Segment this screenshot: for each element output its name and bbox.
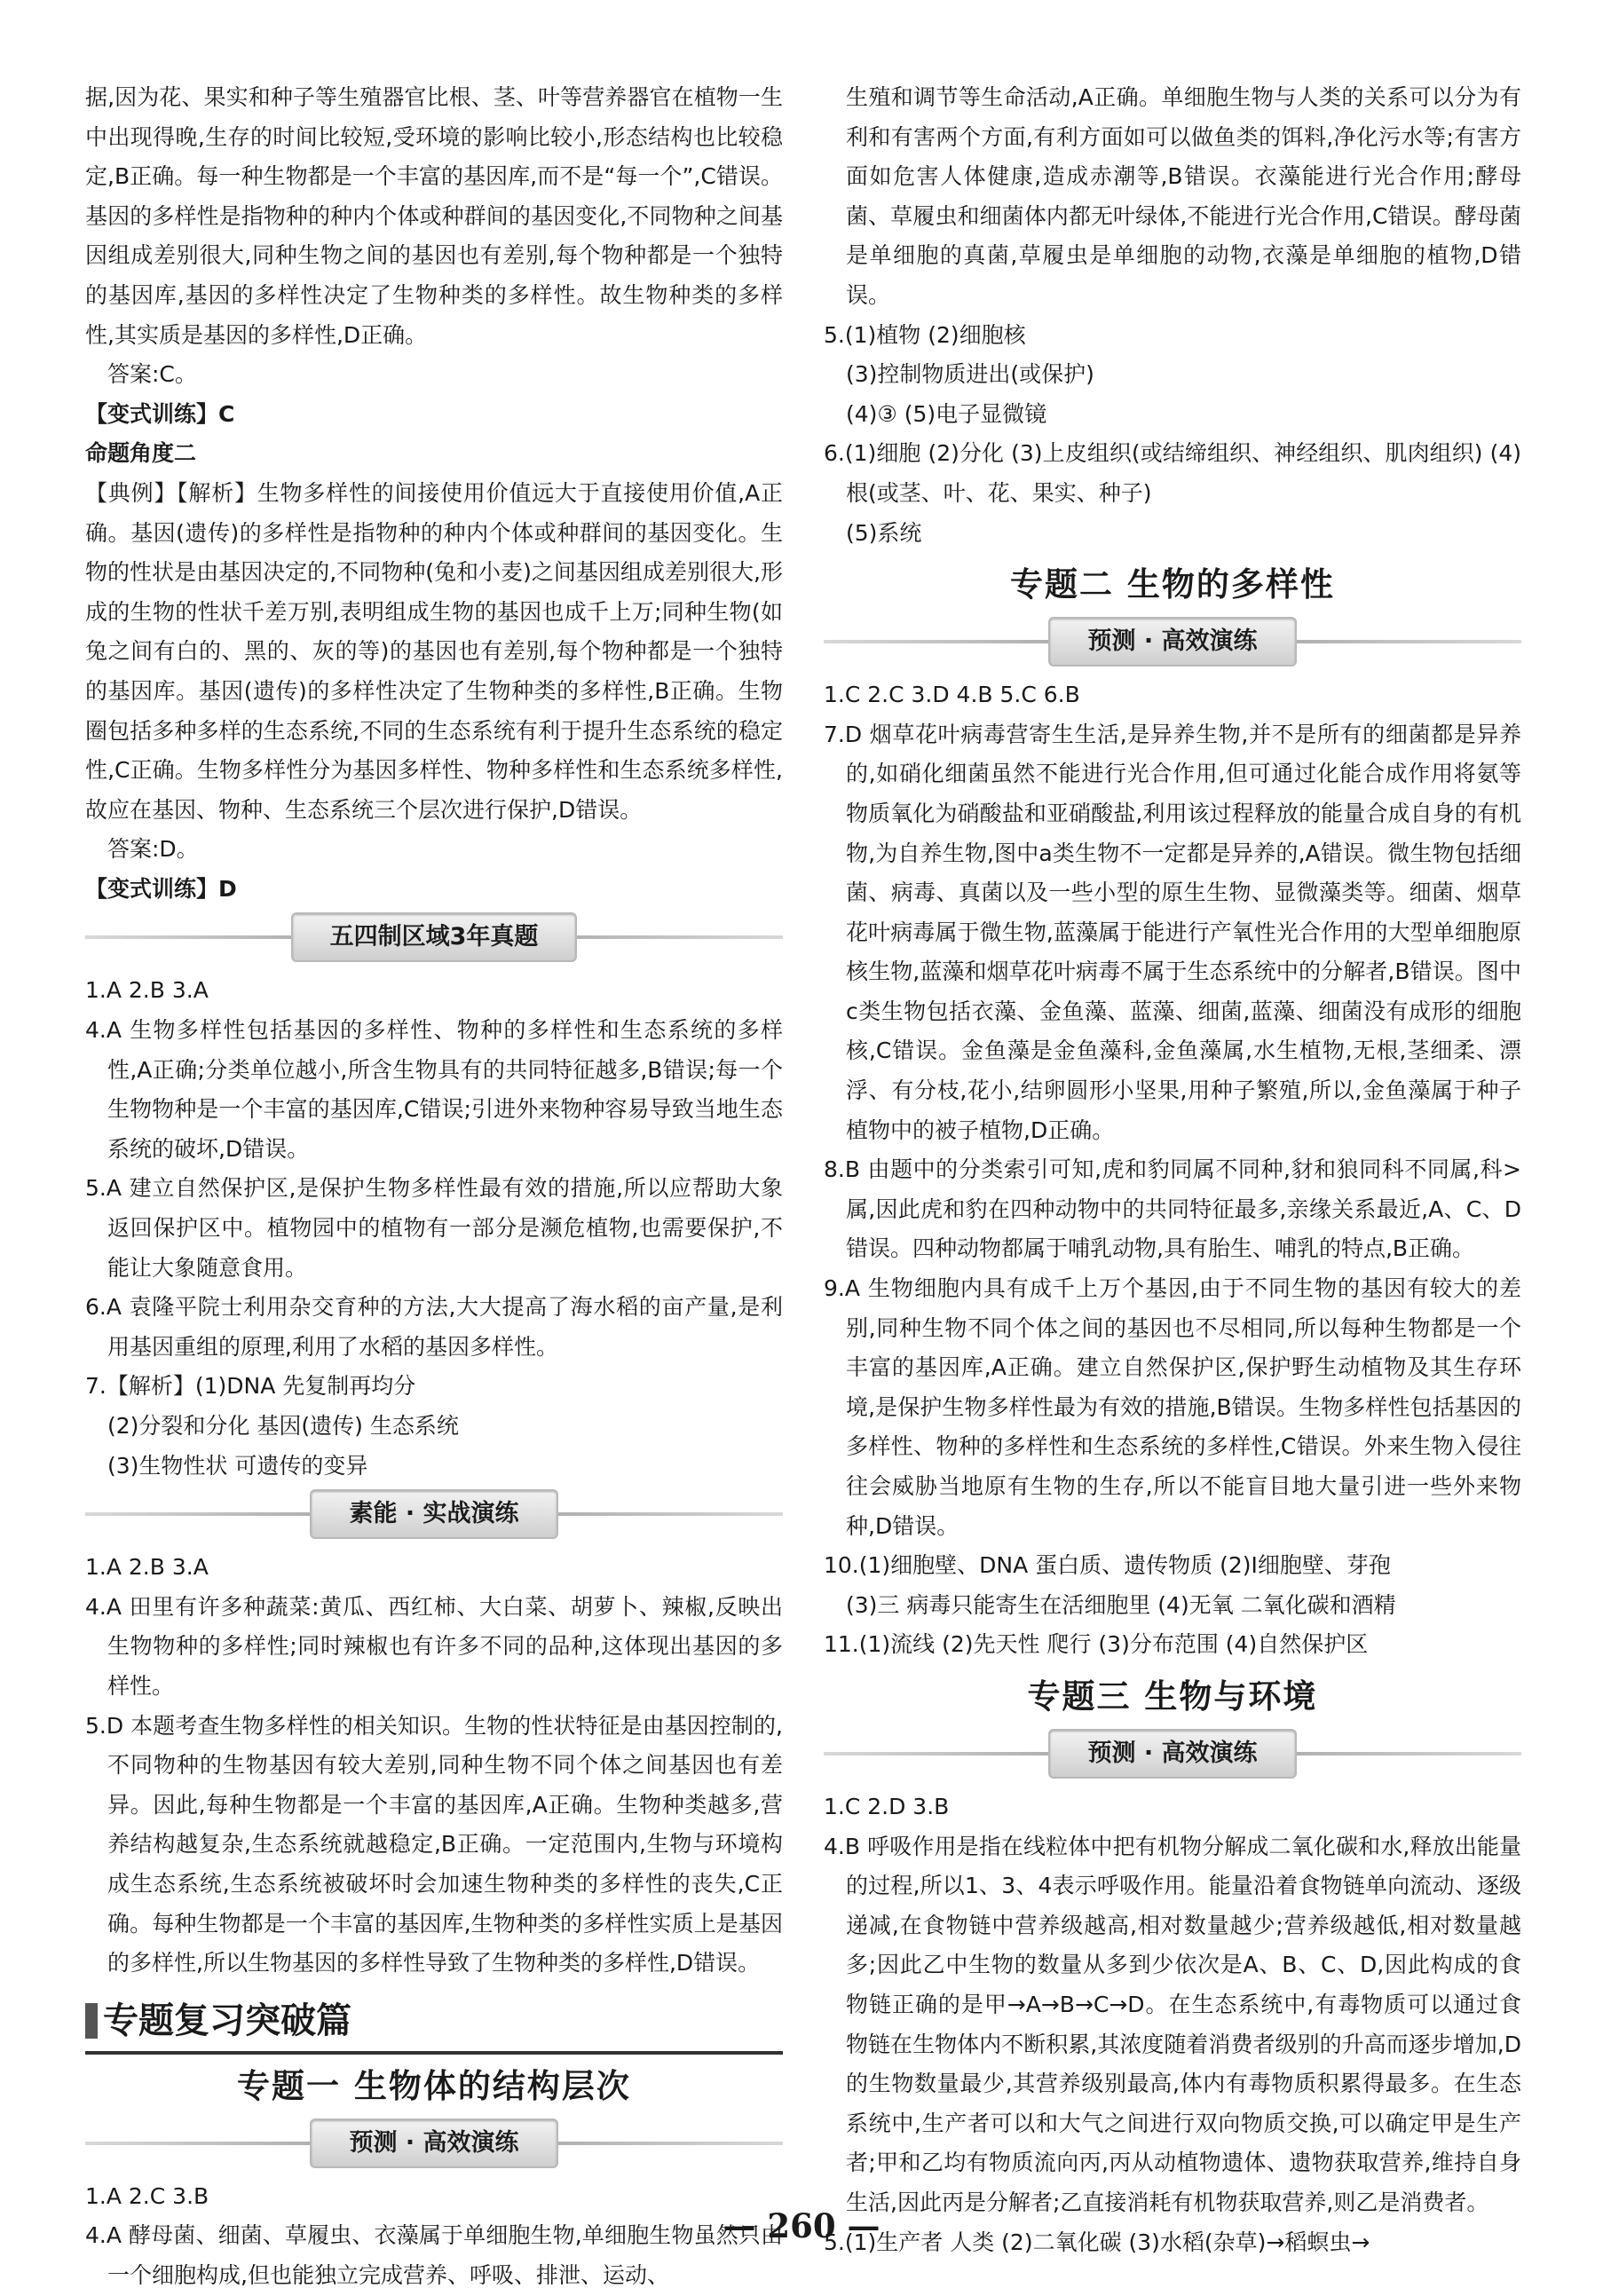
answer-item: 4.A 生物多样性包括基因的多样性、物种的多样性和生态系统的多样性,A正确;分类单位越小,所含生物具有的共同特征越多,B错误;每一个生物物种是一个丰富的基因库,C错误;引进外来物种容易导致当地生态系统的破坏,D错误。: [85, 1017, 783, 1162]
variant-training: 【变式训练】D: [85, 875, 237, 902]
banner-label: 素能 · 实战演练: [310, 1489, 557, 1539]
answer-item: 5.(1)生产者 人类 (2)二氧化碳 (3)水稻(杂草)→稻螟虫→: [824, 2229, 1370, 2255]
section-banner: [85, 2117, 783, 2170]
answer-item: 10.(1)细胞壁、DNA 蛋白质、遗传物质 (2)Ⅰ细胞壁、芽孢: [824, 1552, 1391, 1579]
part-rule: [85, 2051, 783, 2055]
section-banner: [824, 615, 1521, 668]
answer-item: 5.A 建立自然保护区,是保护生物多样性最有效的措施,所以应帮助大象返回保护区中。植物园中的植物有一部分是濒危植物,也需要保护,不能让大象随意食用。: [85, 1175, 783, 1281]
answer-line: 答案:C。: [107, 361, 197, 388]
topic-title: 专题一 生物体的结构层次: [237, 2066, 631, 2105]
answer-line: 1.A 2.C 3.B: [85, 2182, 209, 2209]
topic-title: 专题三 生物与环境: [1027, 1677, 1318, 1716]
answer-item: 6.A 袁隆平院士利用杂交育种的方法,大大提高了海水稻的亩产量,是利用基因重组的原理,利用了水稻的基因多样性。: [85, 1294, 783, 1360]
intro-paragraph: 据,因为花、果实和种子等生殖器官比根、茎、叶等营养器官在植物一生中出现得晚,生存的时间比较短,受环境的影响比较小,形态结构也比较稳定,B正确。每一种生物都是一个丰富的基因库,而不是“每一个”,C错误。基因的多样性是指物种的种内个体或种群间的基因变化,不同物种之间基因组成差别很大,同种生物之间的基因也有差别,每个物种都是一个独特的基因库,基因的多样性决定了生物种类的多样性。故生物种类的多样性,其实质是基因的多样性,D正确。: [85, 84, 783, 348]
answer-item: 8.B 由题中的分类索引可知,虎和豹同属不同种,豺和狼同科不同属,科>属,因此虎和豹在四种动物中的共同特征最多,亲缘关系最近,A、C、D错误。四种动物都属于哺乳动物,具有胎生、哺乳的特点,B正确。: [824, 1156, 1521, 1262]
answer-item: (2)分裂和分化 基因(遗传) 生态系统: [107, 1413, 459, 1439]
left-column: [85, 78, 783, 2296]
banner-label: 五四制区域3年真题: [291, 912, 578, 962]
answer-line: 1.C 2.D 3.B: [824, 1793, 950, 1819]
banner-label: 预测 · 高效演练: [1048, 1729, 1296, 1779]
right-column: [824, 78, 1521, 2262]
answer-item: (5)系统: [846, 519, 922, 546]
answer-item: (3)三 病毒只能寄生在活细胞里 (4)无氧 二氧化碳和酒精: [846, 1591, 1396, 1618]
section-banner: [824, 1727, 1521, 1780]
page-number: — 260 —: [723, 2206, 880, 2245]
section-banner: [85, 911, 783, 964]
answer-item: (3)生物性状 可遗传的变异: [107, 1452, 368, 1479]
banner-label: 预测 · 高效演练: [1048, 617, 1296, 667]
answer-item: 4.B 呼吸作用是指在线粒体中把有机物分解成二氧化碳和水,释放出能量的过程,所以1、3、4表示呼吸作用。能量沿着食物链单向流动、逐级递减,在食物链中营养级越高,相对数量越少;营养级越低,相对数量越多;因此乙中生物的数量从多到少依次是A、B、C、D,因此构成的食物链正确的是甲→A→B→C→D。在生态系统中,有毒物质可以通过食物链在生物体内不断积累,其浓度随着消费者级别的升高而逐步增加,D的生物数量最少,其营养级别最高,体内有毒物质积累得最多。在生态系统中,生产者可以和大气之间进行双向物质交换,可以确定甲是生产者;甲和乙均有物质流向丙,丙从动植物遗体、遗物获取营养,维持自身生活,因此丙是分解者;乙直接消耗有机物获取营养,则乙是消费者。: [824, 1833, 1521, 2215]
answer-line: 答案:D。: [107, 836, 199, 863]
continued-paragraph: 生殖和调节等生命活动,A正确。单细胞生物与人类的关系可以分为有利和有害两个方面,有利方面如可以做鱼类的饵料,净化污水等;有害方面如危害人体健康,造成赤潮等,B错误。衣藻能进行光合作用;酵母菌、草履虫和细菌体内都无叶绿体,不能进行光合作用,C错误。酵母菌是单细胞的真菌,草履虫是单细胞的动物,衣藻是单细胞的植物,D错误。: [846, 84, 1521, 308]
answer-item: 7.D 烟草花叶病毒营寄生生活,是异养生物,并不是所有的细菌都是异养的,如硝化细菌虽然不能进行光合作用,但可通过化能合成作用将氨等物质氧化为硝酸盐和亚硝酸盐,利用该过程释放的能量合成自身的有机物,为自养生物,图中a类生物不一定都是异养的,A错误。微生物包括细菌、病毒、真菌以及一些小型的原生生物、显微藻类等。细菌、烟草花叶病毒属于微生物,蓝藻属于能进行产氧性光合作用的大型单细胞原核生物,蓝藻和烟草花叶病毒不属于生态系统中的分解者,B错误。图中c类生物包括衣藻、金鱼藻、蓝藻、细菌,蓝藻、细菌没有成形的细胞核,C错误。金鱼藻是金鱼藻科,金鱼藻属,水生植物,无根,茎细柔、漂浮、有分枝,花小,结卵圆形小坚果,用种子繁殖,所以,金鱼藻属于种子植物中的被子植物,D正确。: [824, 721, 1521, 1143]
answer-line: 1.C 2.C 3.D 4.B 5.C 6.B: [824, 682, 1080, 708]
answer-item: 6.(1)细胞 (2)分化 (3)上皮组织(或结缔组织、神经组织、肌肉组织) (4)根(或茎、叶、花、果实、种子): [824, 440, 1521, 506]
part-title-text: 专题复习突破篇: [103, 2000, 351, 2041]
variant-training: 【变式训练】C: [85, 400, 235, 427]
answer-item: (4)③ (5)电子显微镜: [846, 400, 1047, 427]
answer-item: 9.A 生物细胞内具有成千上万个基因,由于不同生物的基因有较大的差别,同种生物不同个体之间的基因也不尽相同,所以每种生物都是一个丰富的基因库,A正确。建立自然保护区,保护野生动植物及其生存环境,是保护生物多样性最为有效的措施,B错误。生物多样性包括基因的多样性、物种的多样性和生态系统的多样性,C错误。外来生物入侵往往会威胁当地原有生物的生存,所以不能盲目地大量引进一些外来物种,D错误。: [824, 1275, 1521, 1539]
answer-item: 4.A 田里有许多种蔬菜:黄瓜、西红柿、大白菜、胡萝卜、辣椒,反映出生物物种的多样性;同时辣椒也有许多不同的品种,这体现出基因的多样性。: [85, 1593, 783, 1699]
angle-heading: 命题角度二: [85, 440, 197, 467]
part-marker-icon: [85, 2003, 98, 2039]
answer-item: 7.【解析】(1)DNA 先复制再均分: [85, 1373, 416, 1400]
answer-item: 5.D 本题考查生物多样性的相关知识。生物的性状特征是由基因控制的,不同物种的生物基因有较大差别,同种生物不同个体之间基因也有差异。因此,每种生物都是一个丰富的基因库,A正确。生物种类越多,营养结构越复杂,生态系统就越稳定,B正确。一定范围内,生物与环境构成生态系统,生态系统被破坏时会加速生物种类的多样性的丧失,C正确。每种生物都是一个丰富的基因库,生物种类的多样性实质上是基因的多样性,所以生物基因的多样性导致了生物种类的多样性,D错误。: [85, 1712, 783, 1976]
answer-line: 1.A 2.B 3.A: [85, 1554, 209, 1581]
example-paragraph: 【典例】【解析】生物多样性的间接使用价值远大于直接使用价值,A正确。基因(遗传)的多样性是指物种的种内个体或种群间的基因变化。生物的性状是由基因决定的,不同物种(兔和小麦)之间基因组成差别很大,形成的生物的性状千差万别,表明组成生物的基因也成千上万;同种生物(如兔之间有白的、黑的、灰的等)的基因也有差别,每个物种都是一个独特的基因库。基因(遗传)的多样性决定了生物种类的多样性,B正确。生物圈包括多种多样的生态系统,不同的生态系统有利于提升生态系统的稳定性,C正确。生物多样性分为基因多样性、物种多样性和生态系统多样性,故应在基因、物种、生态系统三个层次进行保护,D错误。: [85, 479, 783, 823]
answer-item: (3)控制物质进出(或保护): [846, 361, 1094, 388]
answer-item: 5.(1)植物 (2)细胞核: [824, 321, 1026, 348]
topic-title: 专题二 生物的多样性: [1010, 565, 1335, 604]
part-title: [85, 1994, 783, 2047]
section-banner: [85, 1487, 783, 1541]
answer-item: 11.(1)流线 (2)先天性 爬行 (3)分布范围 (4)自然保护区: [824, 1631, 1369, 1658]
banner-label: 预测 · 高效演练: [310, 2118, 557, 2168]
answer-item: 4.A 酵母菌、细菌、草履虫、衣藻属于单细胞生物,单细胞生物虽然只由一个细胞构成,但也能独立完成营养、呼吸、排泄、运动、: [85, 2222, 783, 2288]
answer-line: 1.A 2.B 3.A: [85, 977, 209, 1004]
